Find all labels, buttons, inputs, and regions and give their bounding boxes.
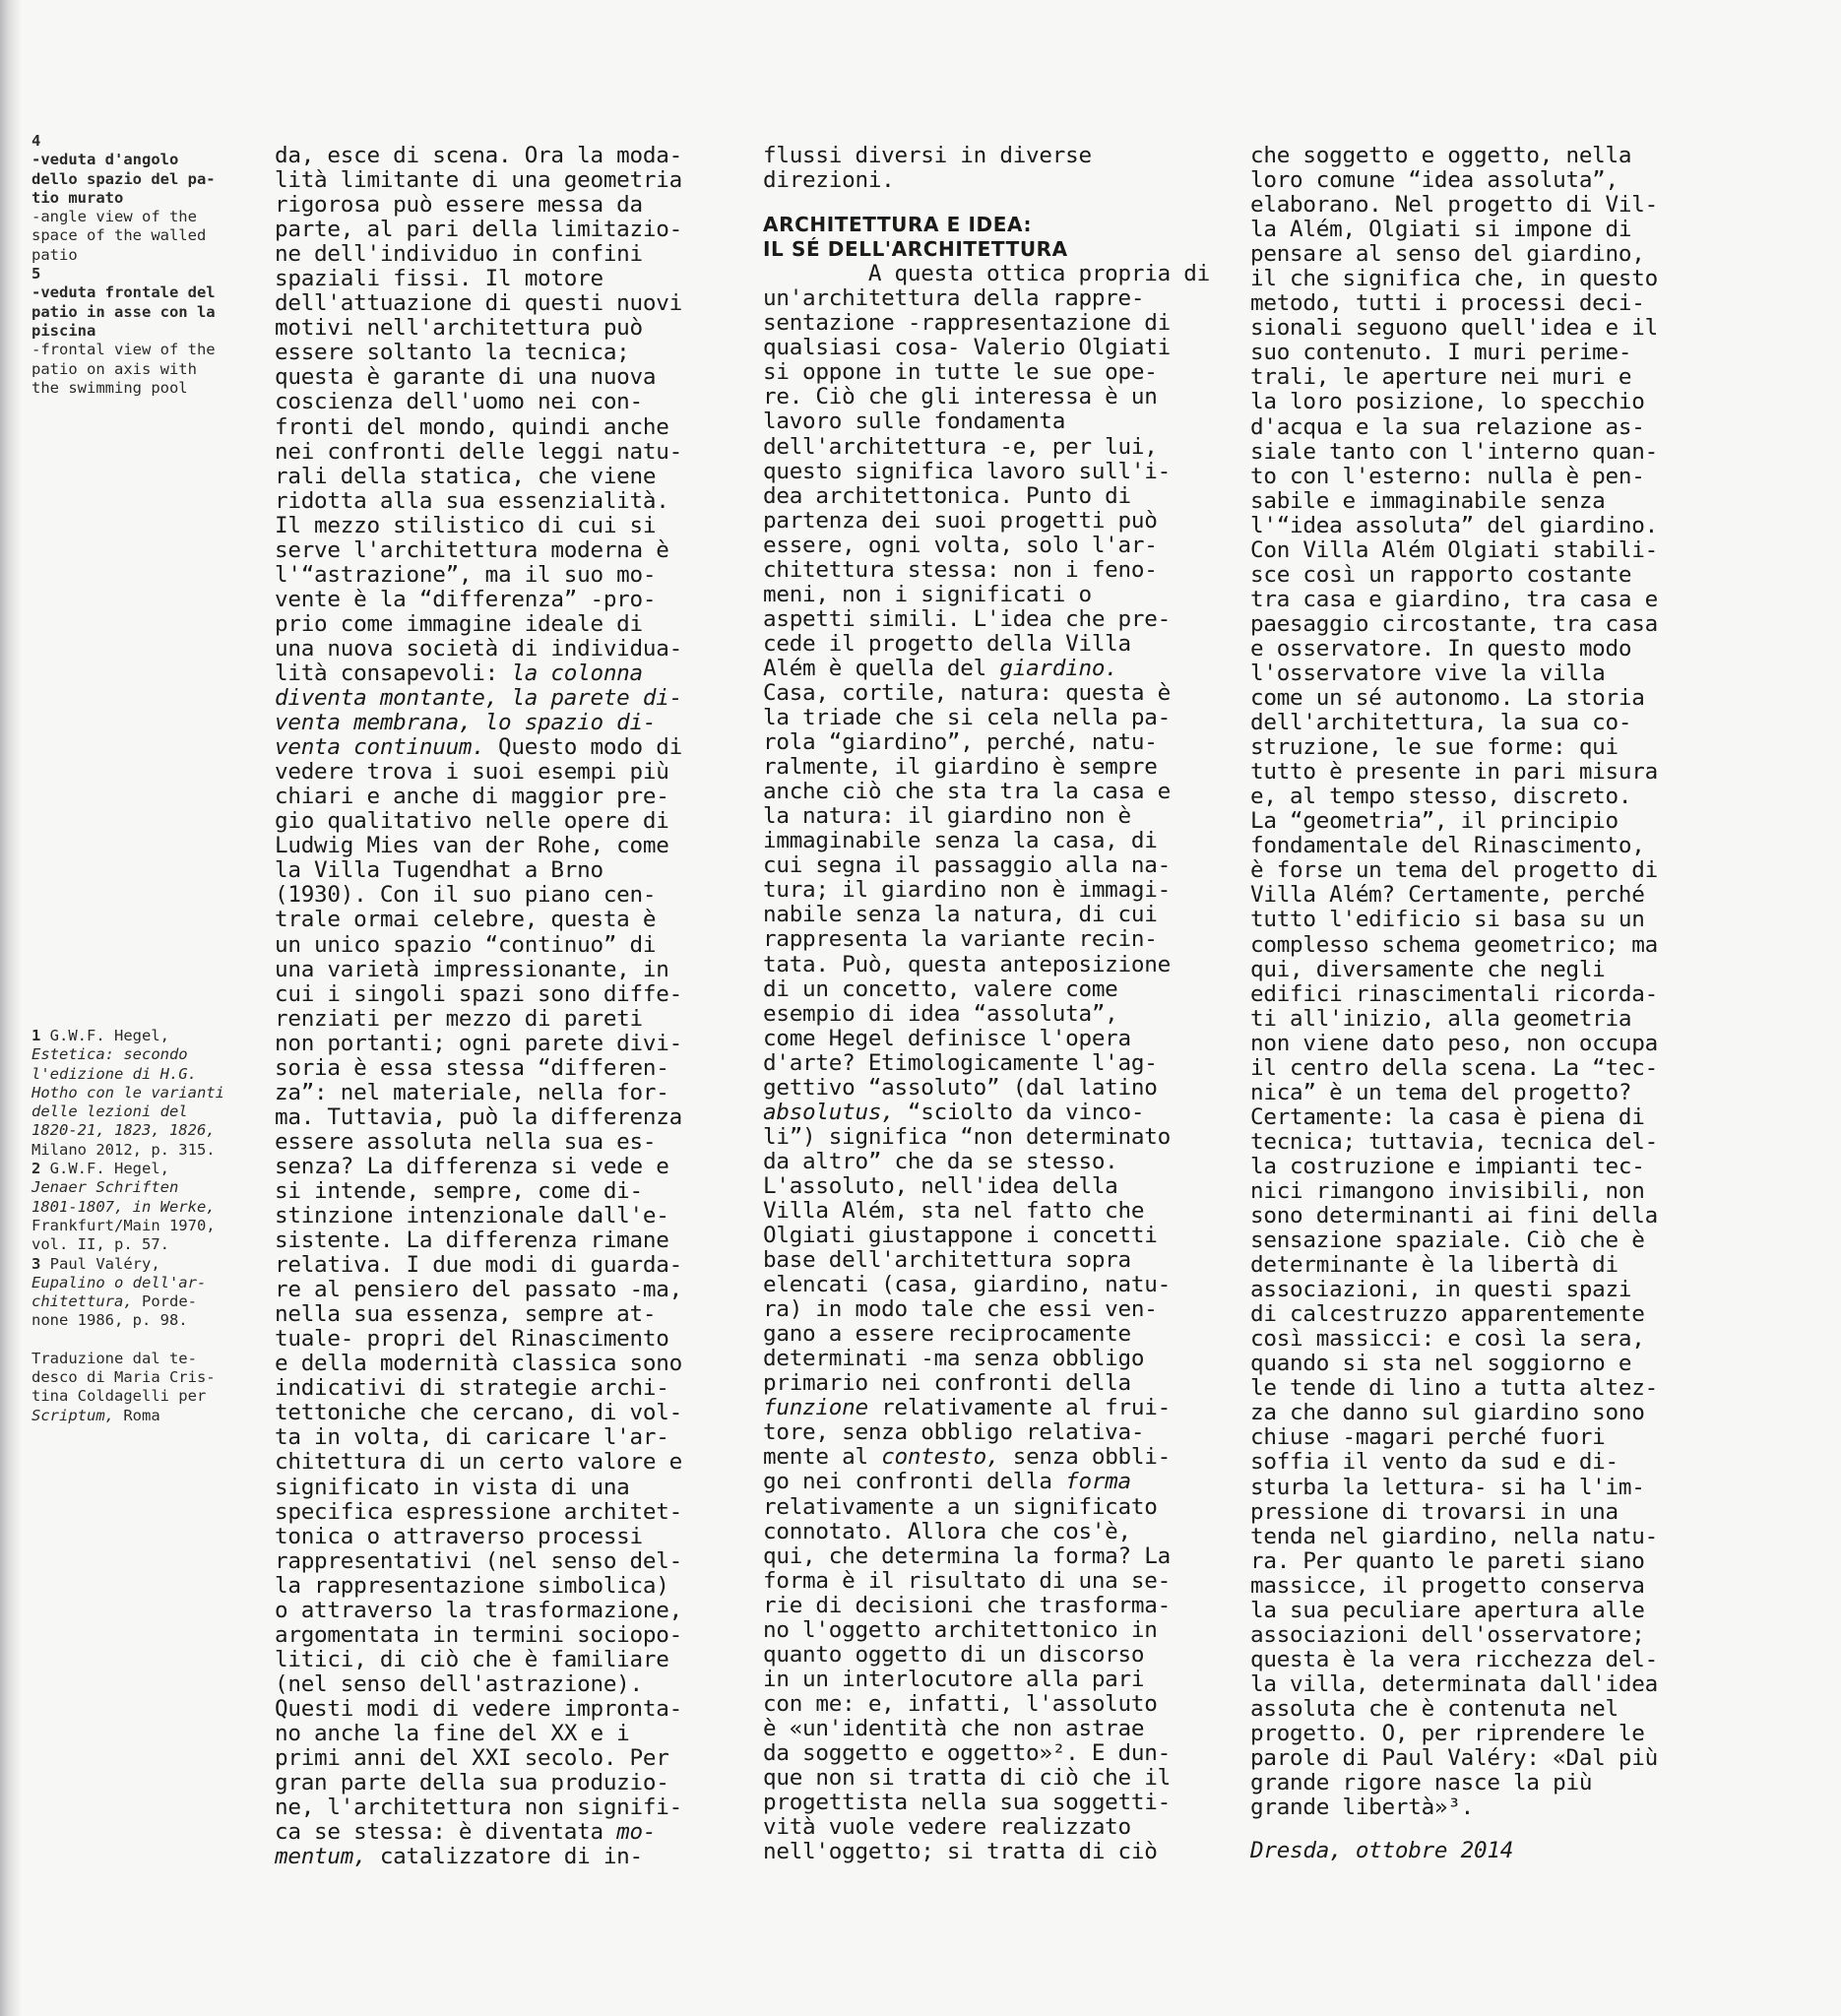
italic-term: contesto, [881,1444,1000,1471]
caption-italian: -veduta frontale del patio in asse con la piscina [32,284,216,340]
footnotes [32,1027,243,1425]
footnote-details: Milano 2012, p. 315. [32,1140,216,1159]
footnote-author: G.W.F. Hegel, [40,1160,169,1178]
caption-italian: -veduta d'angolo dello spazio del pa- tio murato [32,151,216,207]
paragraph-text: flussi diversi in diverse direzioni. [763,143,1092,194]
footnote-details: Porde- none 1986, p. 98. [32,1292,197,1330]
paragraph-text: Questo modo di vedere trova i suoi esempi più chiari e anche di maggior pre- gio qualitativo nelle opere di Ludwig Mies van der Rohe, come la Villa Tugendhat a Brno (1930). Con il suo piano cen- trale ormai celebre, questa è un unico spazio “continuo” di una varietà impressionante, in cui i singoli spazi sono diffe- renziati per mezzo di pareti non portanti; ogni parete divi- soria è essa stessa “differen- za”: nel materiale, nella for- ma. Tuttavia, può la differenza essere assoluta nella sua es- senza? La differenza si vede e si intende, sempre, come di- stinzione intenzionale dall'e- sistente. La differenza rimane relativa. I due modi di guarda- re al pensiero del passato -ma, nella sua essenza, sempre at- tuale- propri del Rinascimento e della modernità classica sono indicativi di strategie archi- tettoniche che cercano, di vol- ta in volta, di caricare l'ar- chitettura di un certo valore e significato in vista di una specifica espressione architet- tonica o attraverso processi rappresentativi (nel senso del- la rappresentazione simbolica) o attraverso la trasformazione, argomentata in termini sociopo- litici, di ciò che è familiare (nel senso dell'astrazione). Questi modi di vedere improntа- no anche la fine del XX e i primi anni del XXI secolo. Per gran parte della sua produzio- ne, l'architettura non signifi- ca se stessa: è diventata [275,734,682,1846]
translation-credit [32,1350,243,1425]
footnote-number: 1 [32,1027,41,1044]
paragraph-text: catalizzatore di in- [366,1844,643,1870]
text-column-1 [275,144,747,1869]
paragraph-text: relativamente al frui- tore, senza obbligo relativa- mente al [763,1395,1171,1471]
text-column-2 [763,144,1236,1864]
translation-publisher: Scriptum, [32,1406,114,1424]
italic-quote: la colonna diventa montante, la parete di- venta membrana, lo spazio di- venta continuum. [275,660,682,761]
paragraph-text: A questa ottica propria di un'architettura della rappre- sentazione -rappresentazione di qualsiasi cosa- Valerio Olgiati si oppone in tutte le sue ope- re. Ciò che gli interessa è un lavoro sulle fondamenta dell'architettura -e, per lui, questo significa lavoro sull'i- dea architettonica. Punto di partenza dei suoi progetti può essere, ogni volta, solo l'ar- chitettura stessa: non i feno- meni, non i significati o aspetti simili. L'idea che pre- cede il progetto della Villa Além è quella del [763,261,1210,681]
footnote [32,1160,243,1254]
italic-term: mo- mentum, [275,1819,657,1870]
footnote [32,1027,243,1160]
footnote-details: Frankfurt/Main 1970, vol. II, p. 57. [32,1216,216,1254]
footnote-author: Paul Valéry, [40,1254,160,1273]
paragraph-text: da, esce di scena. Ora la moda- lità limitante di una geometria rigorosa può essere messa da parte, al pari della limitazio- ne dell'individuo in confini spaziali fissi. Il motore dell'attuazione di questi nuovi motivi nell'architettura può essere soltanto la tecnica; questa è garante di una nuova coscienza dell'uomo nei con- fronti del mondo, quindi anche nei confronti delle leggi natu- rali della statica, che viene ridotta alla sua essenzialità. Il mezzo stilistico di cui si serve l'architettura moderna è l'“astrazione”, ma il suo mo- vente è la “differenza” -pro- prio come immagine ideale di una nuova società di individua- lità consapevoli: [275,143,682,686]
italic-term: funzione [763,1395,868,1421]
paragraph-text: Casa, cortile, natura: questa è la triade che si cela nella pa- rola “giardino”, perché, natu- ralmente, il giardino è sempre anche ciò che sta tra la casa e la natura: il giardino non è immaginabile senza la casa, di cui segna il passaggio alla na- tura; il giardino non è immagi- nabile senza la natura, di cui rappresenta la variante recin- tata. Può, questa anteposizione di un concetto, valere come esempio di idea “assoluta”, come Hegel definisce l'opera d'arte? Etimologicamente l'ag- gettivo “assoluto” (dal latino [763,679,1171,1101]
paragraph-text: relativamente a un significato connotato. Allora che cos'è, qui, che determina la forma? La forma è il risultato di una se- rie di decisioni che trasforma- no l'oggetto architettonico in quanto oggetto di un discorso in un interlocutore alla pari con me: e, infatti, l'assoluto è «un'identità che non astrae da soggetto e oggetto»². E dun- que non si tratta di ciò che il progettista nella sua soggetti- vità vuole vedere realizzato nell'oggetto; si tratta di ciò [763,1493,1171,1865]
footnote [32,1255,243,1331]
caption-english: -angle view of the space of the walled patio [32,208,207,264]
paragraph-text: che soggetto e oggetto, nella loro comune “idea assoluta”, elaborano. Nel progetto di Vil- la Além, Olgiati si impone di pensare al senso del giardino, il che significa che, in questo metodo, tutti i processi deci- sionali seguono quell'idea e il suo contenuto. I muri perime- trali, le aperture nei muri e la loro posizione, lo specchio d'acqua e la sua relazione as- siale tanto con l'interno quan- to con l'esterno: nulla è pen- sabile e immaginabile senza l'“idea assoluta” del giardino. Con Villa Além Olgiati stabili- sce così un rapporto costante tra casa e giardino, tra casa e paesaggio circostante, tra casa e osservatore. In questo modo l'osservatore vive la villa come un sé autonomo. La storia dell'architettura, la sua co- struzione, le sue forme: qui tutto è presente in pari misura e, al tempo stesso, discreto. La “geometria”, il principio fondamentale del Rinascimento, è forse un tema del progetto di Villa Além? Certamente, perché tutto l'edificio si basa su un complesso schema geometrico; ma qui, diversamente che negli edifici rinascimentali ricorda- ti all'inizio, alla geometria non viene dato peso, non occupa il centro della scena. La “tec- nica” è un tema del progetto? Certamente: la casa è piena di tecnica; tuttavia, tecnica del- la costruzione e impianti tec- nici rimangono invisibili, non sono determinanti ai fini della sensazione spaziale. Ciò che è determinante è la libertà di associazioni, in questi spazi di calcestruzzo apparentemente così massicci: e così la sera, quando si sta nel soggiorno e le tende di lino a tutta altez- za che danno sul giardino sono chiuse -magari perché fuori soffia il vento da sud e di- sturba la lettura- si ha l'im- pressione di trovarsi in una tenda nel giardino, nella natu- ra. Per quanto le pareti siano massicce, il progetto conserva la sua peculiare apertura alle associazioni dell'osservatore; questa è la vera ricchezza del- la villa, determinata dall'idea assoluta che è contenuta nel progetto. O, per riprendere le parole di Paul Valéry: «Dal più grande rigore nasce la più grande libertà»³. [1250,143,1658,1821]
text-column-3 [1250,144,1723,1863]
translation-city: Roma [114,1406,160,1424]
footnote-title: Estetica: secondo l'edizione di H.G. Hotho con le varianti delle lezioni del 1820-21, 1823, 1826, [32,1045,224,1140]
italic-term: absolutus, [763,1099,895,1125]
section-heading: ARCHITETTURA E IDEA: IL SÉ DELL'ARCHITETTURA [763,213,1068,262]
footnote-title: Jenaer Schriften 1801-1807, in Werke, [32,1178,216,1216]
page-binding-shadow [0,0,22,2016]
translation-text: Traduzione dal te- desco di Maria Cris- tina Coldagelli per [32,1349,216,1406]
caption-english: -frontal view of the patio on axis with the swimming pool [32,341,216,397]
paragraph-text: senza obbli- go nei confronti della [763,1444,1171,1495]
caption-number: 4 [32,132,41,150]
footnote-number: 3 [32,1254,41,1273]
place-date-signature: Dresda, ottobre 2014 [1250,1838,1514,1864]
photo-captions [32,132,243,398]
paragraph-text: “sciolto da vinco- li”) significa “non determinato da altro” che da se stesso. L'assoluto, nell'idea della Villa Além, sta nel fatto che Olgiati giustappone i concetti base dell'architettura sopra elencati (casa, giardino, natu- ra) in modo tale che essi ven- gano a essere reciprocamente determinati -ma senza obbligo primario nei confronti della [763,1099,1171,1397]
caption-number: 5 [32,265,41,284]
italic-term: forma [1065,1469,1131,1495]
footnote-author: G.W.F. Hegel, [40,1027,169,1044]
footnote-title: Eupalino o dell'ar- chitettura, [32,1273,207,1311]
italic-term: giardino. [999,655,1118,681]
footnote-number: 2 [32,1160,41,1178]
